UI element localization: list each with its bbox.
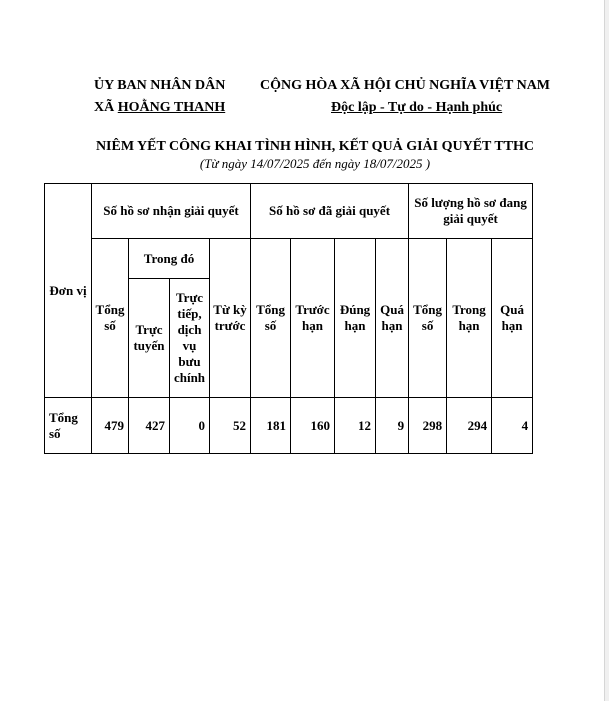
agency-commune-name: HOẰNG THANH (117, 100, 226, 115)
unit-cell: Tổng số (45, 398, 92, 454)
agency-name: ỦY BAN NHÂN DÂN (94, 78, 226, 93)
document-title: NIÊM YẾT CÔNG KHAI TÌNH HÌNH, KẾT QUẢ GIẢI QUYẾT TTHC (95, 139, 535, 154)
direct-postal-header: Trực tiếp, dịch vụ bưu chính (170, 279, 210, 398)
national-title: CỘNG HÒA XÃ HỘI CHỦ NGHĨA VIỆT NAM (260, 78, 551, 93)
pending-overdue-header: Quá hạn (492, 239, 533, 398)
national-motto: Độc lập - Tự do - Hạnh phúc (331, 100, 503, 115)
resolved-total-cell: 181 (251, 398, 291, 454)
agency-commune (94, 100, 225, 116)
on-time-header: Đúng hạn (335, 239, 376, 398)
unit-header: Đơn vị (45, 184, 92, 398)
online-cell: 427 (129, 398, 170, 454)
received-group-header: Số hồ sơ nhận giải quyết (92, 184, 251, 239)
table-row (45, 398, 533, 454)
procedure-stats-table (44, 183, 533, 454)
resolved-total-header: Tổng số (251, 239, 291, 398)
page-edge (604, 0, 609, 701)
pending-overdue-cell: 4 (492, 398, 533, 454)
early-header: Trước hạn (291, 239, 335, 398)
resolved-overdue-header: Quá hạn (376, 239, 409, 398)
direct-postal-cell: 0 (170, 398, 210, 454)
early-cell: 160 (291, 398, 335, 454)
carried-over-cell: 52 (210, 398, 251, 454)
within-deadline-cell: 294 (447, 398, 492, 454)
carried-over-header: Từ kỳ trước (210, 239, 251, 398)
of-which-header: Trong đó (129, 239, 210, 279)
resolved-group-header: Số hồ sơ đã giải quyết (251, 184, 409, 239)
received-total-cell: 479 (92, 398, 129, 454)
document-period: (Từ ngày 14/07/2025 đến ngày 18/07/2025 ) (199, 156, 431, 171)
pending-total-cell: 298 (409, 398, 447, 454)
online-header: Trực tuyến (129, 279, 170, 398)
agency-commune-prefix: XÃ (94, 100, 118, 115)
within-deadline-header: Trong hạn (447, 239, 492, 398)
on-time-cell: 12 (335, 398, 376, 454)
resolved-overdue-cell: 9 (376, 398, 409, 454)
pending-group-header: Số lượng hồ sơ đang giải quyết (409, 184, 533, 239)
received-total-header: Tổng số (92, 239, 129, 398)
pending-total-header: Tổng số (409, 239, 447, 398)
